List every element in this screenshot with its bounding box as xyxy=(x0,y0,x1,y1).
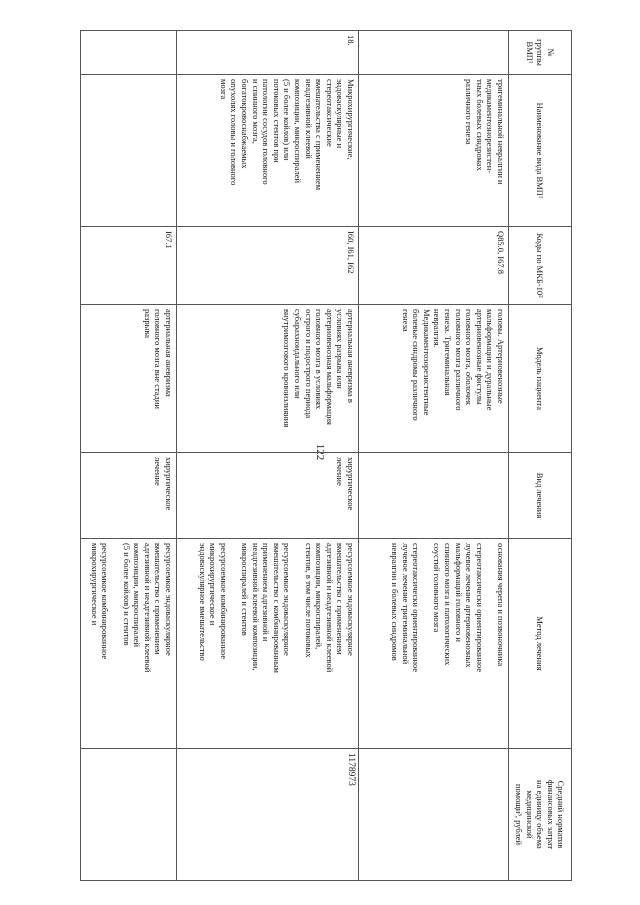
table-row xyxy=(177,31,359,881)
header-vmp-name: Наименование вида ВМП¹ xyxy=(509,75,572,227)
row-vmp-name: Микрохирургические, эндоваскулярные и стереотаксические вмешательства с применением неадгезивной клеевой композиции, микроспиралей (5 и более койлов) или потоковых стентов при патологии сосудов головного и спинного мозга, богатокровоснабжаемых опухолях головы и головного мозга xyxy=(177,75,359,227)
header-icd-codes: Коды по МКБ-10² xyxy=(509,227,572,305)
vmp-table xyxy=(80,30,572,881)
row-cost-norm xyxy=(359,749,509,881)
header-group-number: № группы ВМП¹ xyxy=(509,31,572,75)
row-patient-model: артериальная аневризма головного мозга вне стадии разрыва xyxy=(81,305,177,453)
page-number: 122 xyxy=(314,443,326,461)
header-cost-norm: Средний норматив финансовых затрат на единицу объема медицинской помощи³, рублей xyxy=(509,749,572,881)
row-treatment-kind: хирургическое лечение xyxy=(81,453,177,539)
row-group-number xyxy=(81,31,177,75)
row-icd-codes: I67.1 xyxy=(81,227,177,305)
header-treatment-method: Метод лечения xyxy=(509,539,572,749)
row-cost-norm: 1178973 xyxy=(177,749,359,881)
row-vmp-name: тригеминальной невралгии и медикаментознорезистен- тных болевых синдромах различного генеза xyxy=(359,75,509,227)
row-icd-codes: I60, I61, I62 xyxy=(177,227,359,305)
row-treatment-kind xyxy=(359,453,509,539)
row-patient-model: артериальная аневризма в условиях разрыва или артериовенозная мальформация головного мозга в условиях острого и подострого периода субарахноидального или внутримозгового кровоизлияния xyxy=(177,305,359,453)
row-treatment-method: ресурсоемкое эндоваскулярное вмешательство с применением адгезивной и неадгезивной клеевой композиции, микроспиралей (5 и более койлов) и стентов ресурсоемкое комбинированное микрохирургическое и xyxy=(81,539,177,749)
row-treatment-method: основания черепа и позвоночника стереотаксически ориентированное лучевое лечение артериовенозных мальформаций головного и спинного мозга и патологических соустий головного мозга стереотаксически ориентированное лучевое лечение тригеминальной невралгии и болевых синдромов xyxy=(359,539,509,749)
header-treatment-kind: Вид лечения xyxy=(509,453,572,539)
row-group-number: 18. xyxy=(177,31,359,75)
row-treatment-method: ресурсоемкое эндоваскулярное вмешательство с применением адгезивной и неадгезивной клеевой композиции, микроспиралей, стентов, в том числе потоковых ресурсоемкое эндоваскулярное вмешательство с комбинированным применением адгезивной и неадгезивной клеевой композиции, микроспиралей и стентов ресурсоемкое комбинированное микрохирургическое и эндоваскулярное вмешательство xyxy=(177,539,359,749)
row-treatment-kind: хирургическое лечение xyxy=(177,453,359,539)
header-patient-model: Модель пациента xyxy=(509,305,572,453)
row-patient-model: головы. Артериовенозные мальформации и дуральные артериовенозные фистулы головного мозга, оболочек головного мозга различного генеза. Тригеминальная невралгия. Медикаментозорезистентные болевые синдромы различного генеза xyxy=(359,305,509,453)
row-icd-codes: Q85.0, I67.8 xyxy=(359,227,509,305)
row-group-number xyxy=(359,31,509,75)
table-row xyxy=(359,31,509,881)
rotated-table-container xyxy=(62,30,572,880)
table-row xyxy=(81,31,177,881)
row-vmp-name xyxy=(81,75,177,227)
table-header-row xyxy=(509,31,572,881)
row-cost-norm xyxy=(81,749,177,881)
